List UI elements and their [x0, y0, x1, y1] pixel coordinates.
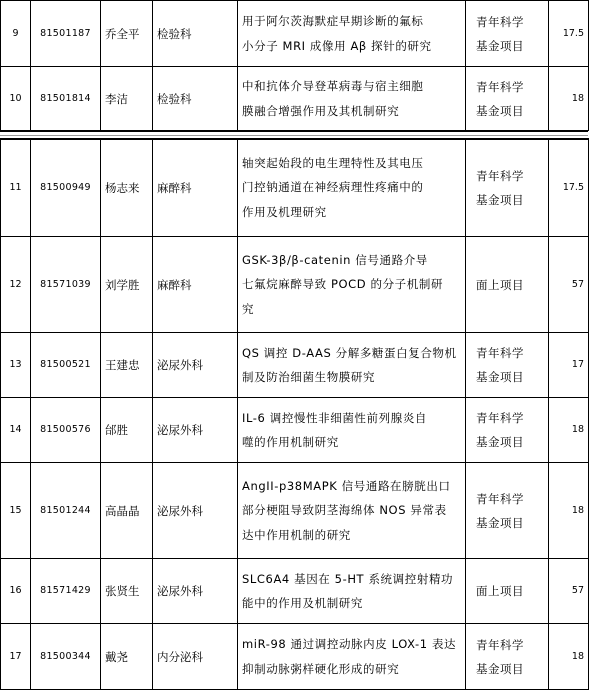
table-row [1, 463, 589, 559]
project-title-line: GSK-3β/β-catenin 信号通路介导 [242, 252, 428, 267]
row-index: 11 [1, 139, 31, 237]
applicant-name: 杨志来 [101, 139, 153, 237]
project-type [466, 237, 549, 333]
project-type-line: 面上项目 [476, 277, 524, 292]
project-type [466, 139, 549, 237]
row-index: 13 [1, 333, 31, 398]
project-title-line: 达中作用机制的研究 [242, 527, 351, 542]
project-type [466, 559, 549, 624]
project-title-line: 部分梗阻导致阴茎海绵体 NOS 异常表 [242, 503, 447, 518]
project-type [466, 624, 549, 690]
project-title-line: 中和抗体介导登革病毒与宿主细胞 [242, 79, 424, 93]
project-title [238, 624, 466, 690]
department: 泌尿外科 [153, 333, 238, 398]
department: 泌尿外科 [153, 559, 238, 624]
department: 泌尿外科 [153, 463, 238, 559]
project-type [466, 67, 549, 131]
project-title-line: 轴突起始段的电生理特性及其电压 [242, 155, 424, 170]
project-title-line: QS 调控 D-AAS 分解多糖蛋白复合物机 [242, 345, 457, 360]
row-index: 9 [1, 1, 31, 67]
project-type-line: 青年科学 [476, 168, 524, 183]
project-type-line: 青年科学 [476, 491, 524, 506]
project-title [238, 67, 466, 131]
table-row [1, 398, 589, 463]
row-index: 16 [1, 559, 31, 624]
grant-code: 81500521 [31, 333, 101, 398]
department: 麻醉科 [153, 139, 238, 237]
project-title-line: 七氟烷麻醉导致 POCD 的分子机制研 [242, 277, 444, 292]
department: 检验科 [153, 67, 238, 131]
project-title-line: 小分子 MRI 成像用 Aβ 探针的研究 [242, 38, 432, 53]
project-type-line: 基金项目 [476, 103, 524, 118]
funding-amount: 18 [549, 624, 589, 690]
applicant-name: 张贤生 [101, 559, 153, 624]
grant-code: 81501814 [31, 67, 101, 131]
project-type-line: 基金项目 [476, 370, 524, 384]
project-type [466, 463, 549, 559]
project-type-line: 青年科学 [476, 14, 524, 29]
funding-amount: 57 [549, 559, 589, 624]
project-title [238, 333, 466, 398]
row-index: 10 [1, 67, 31, 131]
project-title-line: SLC6A4 基因在 5-HT 系统调控射精功 [242, 571, 454, 586]
grant-table-bottom [0, 138, 589, 690]
project-title-line: AngII-p38MAPK 信号通路在膀胱出口 [242, 478, 451, 493]
project-title-line: 抑制动脉粥样硬化形成的研究 [242, 661, 400, 676]
project-title-line: 能中的作用及机制研究 [242, 596, 363, 610]
grant-code: 81571429 [31, 559, 101, 624]
applicant-name: 高晶晶 [101, 463, 153, 559]
grant-code: 81501187 [31, 1, 101, 67]
grant-code: 81501244 [31, 463, 101, 559]
project-title-line: 制及防治细菌生物膜研究 [242, 370, 376, 384]
applicant-name: 刘学胜 [101, 237, 153, 333]
project-title-line: 门控钠通道在神经病理性疼痛中的 [242, 180, 424, 195]
grant-table-top-body [1, 1, 589, 131]
funding-amount: 18 [549, 398, 589, 463]
project-type-line: 青年科学 [476, 346, 524, 360]
table-row [1, 67, 589, 131]
funding-amount: 17.5 [549, 139, 589, 237]
department: 内分泌科 [153, 624, 238, 690]
project-type [466, 333, 549, 398]
row-index: 14 [1, 398, 31, 463]
table-row [1, 333, 589, 398]
project-title-line: IL-6 调控慢性非细菌性前列腺炎自 [242, 410, 428, 425]
project-type [466, 1, 549, 67]
row-index: 12 [1, 237, 31, 333]
row-index: 17 [1, 624, 31, 690]
table-row [1, 559, 589, 624]
funding-amount: 18 [549, 67, 589, 131]
project-title-line: 膜融合增强作用及其机制研究 [242, 103, 400, 118]
table-row [1, 237, 589, 333]
project-title-line: miR-98 通过调控动脉内皮 LOX-1 表达 [242, 637, 457, 651]
applicant-name: 乔全平 [101, 1, 153, 67]
project-title [238, 1, 466, 67]
project-title-line: 用于阿尔茨海默症早期诊断的氟标 [242, 14, 424, 28]
grant-code: 81500344 [31, 624, 101, 690]
department: 检验科 [153, 1, 238, 67]
project-type-line: 基金项目 [476, 435, 524, 449]
project-title [238, 559, 466, 624]
grant-code: 81500949 [31, 139, 101, 237]
department: 麻醉科 [153, 237, 238, 333]
grant-code: 81500576 [31, 398, 101, 463]
table-row [1, 1, 589, 67]
grant-code: 81571039 [31, 237, 101, 333]
funding-amount: 17.5 [549, 1, 589, 67]
project-type-line: 面上项目 [476, 584, 524, 598]
project-type-line: 青年科学 [476, 79, 524, 94]
grant-table-top [0, 0, 589, 131]
funding-amount: 18 [549, 463, 589, 559]
applicant-name: 邰胜 [101, 398, 153, 463]
row-index: 15 [1, 463, 31, 559]
applicant-name: 李洁 [101, 67, 153, 131]
project-type-line: 基金项目 [476, 38, 524, 53]
project-type-line: 青年科学 [476, 637, 524, 652]
project-title-line: 作用及机理研究 [242, 204, 327, 219]
funding-amount: 17 [549, 333, 589, 398]
table-row [1, 624, 589, 690]
project-type-line: 青年科学 [476, 411, 524, 425]
project-title [238, 237, 466, 333]
project-type-line: 基金项目 [476, 661, 524, 676]
project-title [238, 139, 466, 237]
project-title-line: 究 [242, 301, 255, 316]
project-type-line: 基金项目 [476, 515, 524, 530]
funding-amount: 57 [549, 237, 589, 333]
grant-table-bottom-body [1, 139, 589, 690]
applicant-name: 王建忠 [101, 333, 153, 398]
project-title-line: 噬的作用机制研究 [242, 435, 339, 449]
project-type [466, 398, 549, 463]
project-title [238, 398, 466, 463]
table-row [1, 139, 589, 237]
department: 泌尿外科 [153, 398, 238, 463]
project-title [238, 463, 466, 559]
applicant-name: 戴尧 [101, 624, 153, 690]
project-type-line: 基金项目 [476, 192, 524, 207]
